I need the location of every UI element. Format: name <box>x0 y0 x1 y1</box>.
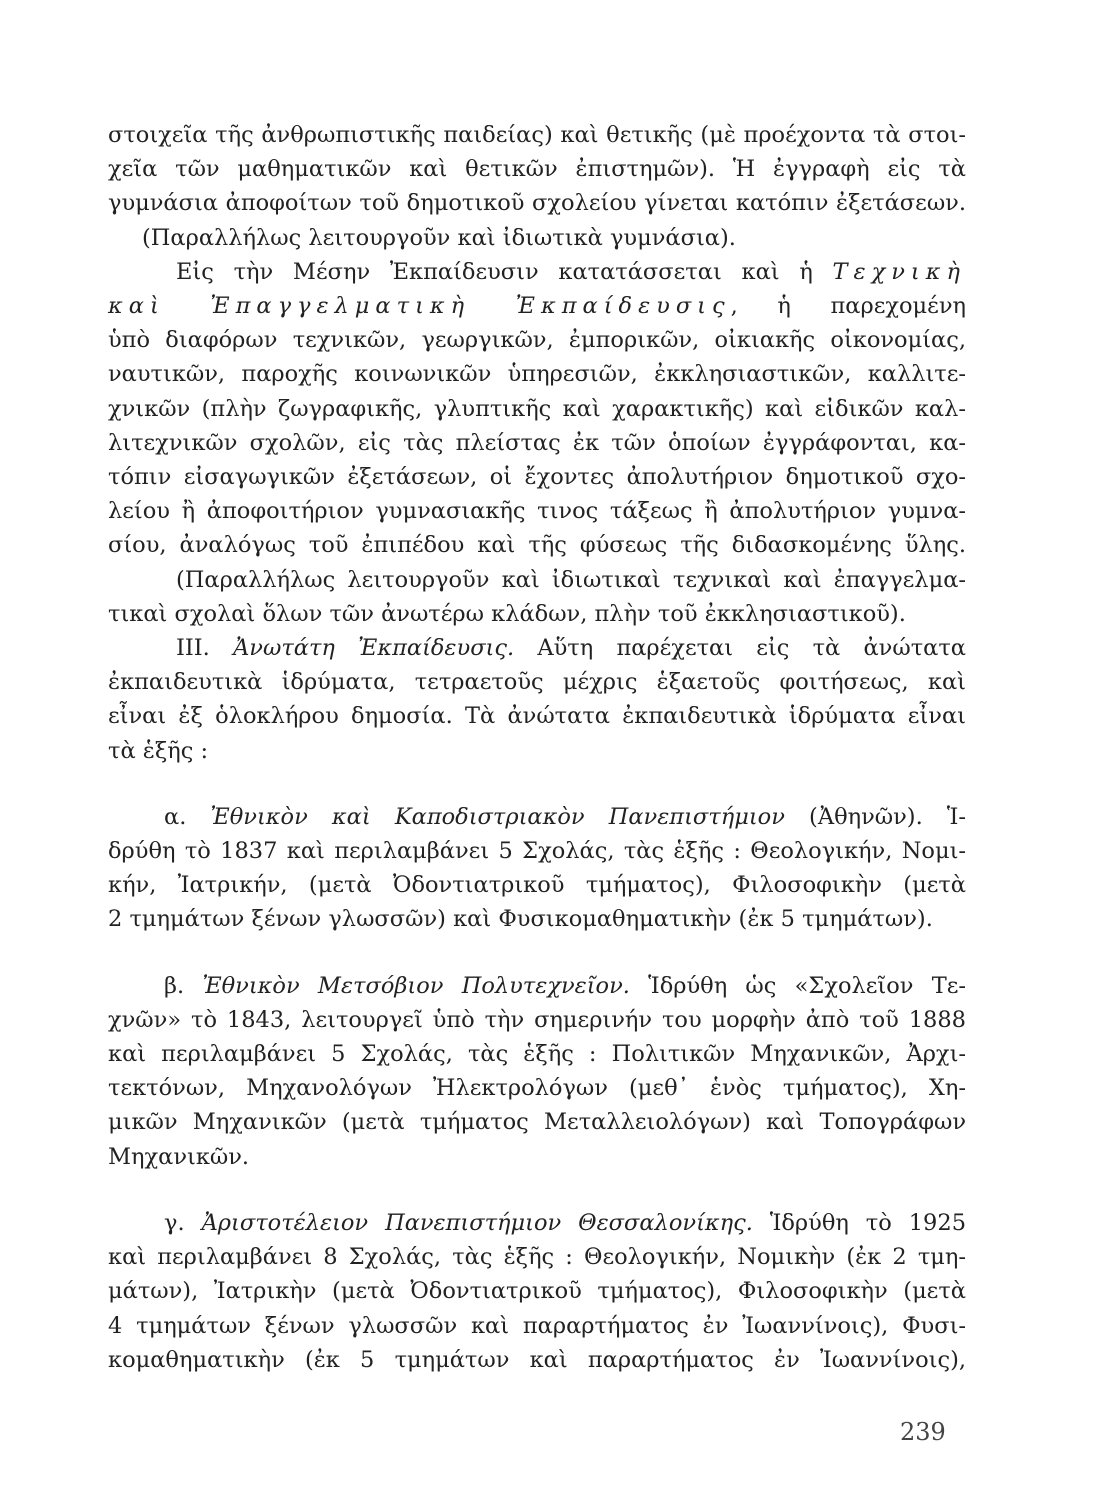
list-marker: α. <box>164 803 187 830</box>
text-line: καὶ περιλαμβάνει 8 Σχολάς, τὰς ἑξῆς : Θεολογικήν, Νομικὴν (ἐκ 2 τμη- <box>108 1244 966 1271</box>
text-line: στοιχεῖα τῆς ἀνθρωπιστικῆς παιδείας) καὶ θετικῆς (μὲ προέχοντα τὰ στοι- <box>108 122 966 148</box>
text-line: μικῶν Μηχανικῶν (μετὰ τμήματος Μεταλλειολόγων) καὶ Τοπογράφων <box>108 1109 966 1136</box>
text-line: δρύθη τὸ 1837 καὶ περιλαμβάνει 5 Σχολάς, τὰς ἑξῆς : Θεολογικήν, Νομι- <box>108 838 966 865</box>
paragraph-gap <box>108 937 966 969</box>
text-line: τεκτόνων, Μηχανολόγων Ἠλεκτρολόγων (μεθ᾽ ἑνὸς τμήματος), Χη- <box>108 1075 966 1102</box>
text-run: Ἱδρύθη ὡς «Σχολεῖον Τε- <box>648 972 966 999</box>
text-line: Μηχανικῶν. <box>108 1143 250 1170</box>
text-line <box>108 631 966 665</box>
text-line: κήν, Ἰατρικήν, (μετὰ Ὀδοντιατρικοῦ τμήματος), Φιλοσοφικὴν (μετὰ <box>108 872 966 899</box>
text-line: κομαθηματικὴν (ἐκ 5 τμημάτων καὶ παραρτήματος ἐν Ἰωαννίνοις), <box>108 1346 966 1373</box>
text-line: ἐκπαιδευτικὰ ἱδρύματα, τετραετοῦς μέχρις ἑξαετοῦς φοιτήσεως, καὶ <box>108 669 966 696</box>
text-line: (Παραλλήλως λειτουργοῦν καὶ ἰδιωτικαὶ τεχνικαὶ καὶ ἐπαγγελμα- <box>176 566 966 593</box>
text-line: εἶναι ἐξ ὁλοκλήρου δημοσία. Τὰ ἀνώτατα ἐκπαιδευτικὰ ἱδρύματα εἶναι <box>108 703 966 730</box>
text-line: ναυτικῶν, παροχῆς κοινωνικῶν ὑπηρεσιῶν, ἐκκλησιαστικῶν, καλλιτε- <box>108 361 966 388</box>
text-line <box>108 969 966 1003</box>
text-run: (Ἀθηνῶν). Ἱ- <box>809 803 967 830</box>
text-run: Εἰς τὴν Μέσην Ἐκπαίδευσιν κατατάσσεται καὶ ἡ <box>176 258 813 285</box>
list-marker: γ. <box>164 1209 185 1236</box>
text-run: , ἡ παρεχομένη <box>730 293 966 320</box>
page-number: 239 <box>900 1418 946 1446</box>
text-run: Αὕτη παρέχεται εἰς τὰ ἀνώτατα <box>537 635 966 662</box>
text-line: μάτων), Ἰατρικὴν (μετὰ Ὀδοντιατρικοῦ τμήματος), Φιλοσοφικὴν (μετὰ <box>108 1278 966 1305</box>
text-line: τικαὶ σχολαὶ ὅλων τῶν ἀνωτέρω κλάδων, πλὴν τοῦ ἐκκλησιαστικοῦ). <box>108 600 906 627</box>
text-run: Ἱδρύθη τὸ 1925 <box>769 1209 967 1236</box>
text-line <box>108 1206 966 1240</box>
institution-name: Ἐθνικὸν Μετσόβιον Πολυτεχνεῖον. <box>202 972 630 999</box>
paragraph-gap <box>108 1174 966 1206</box>
italic-term: Τεχνικὴ <box>832 258 966 285</box>
section-numeral: III. <box>176 635 210 662</box>
text-line: λείου ἢ ἀποφοιτήριον γυμνασιακῆς τινος τάξεως ἢ ἀπολυτήριον γυμνα- <box>108 498 966 525</box>
text-line: χνῶν» τὸ 1843, λειτουργεῖ ὑπὸ τὴν σημερινήν του μορφὴν ἀπὸ τοῦ 1888 <box>108 1006 966 1033</box>
page-body <box>108 118 966 1377</box>
text-line: καὶ περιλαμβάνει 5 Σχολάς, τὰς ἑξῆς : Πολιτικῶν Μηχανικῶν, Ἀρχι- <box>108 1041 966 1068</box>
text-line <box>108 255 966 289</box>
italic-term: καὶ Ἐπαγγελματικὴ Ἐκπαίδευσις <box>108 293 731 320</box>
text-line: 2 τμημάτων ξένων γλωσσῶν) καὶ Φυσικομαθηματικὴν (ἐκ 5 τμημάτων). <box>108 906 933 933</box>
text-line: τὰ ἑξῆς : <box>108 737 209 764</box>
text-line: ὑπὸ διαφόρων τεχνικῶν, γεωργικῶν, ἐμπορικῶν, οἰκιακῆς οἰκονομίας, <box>108 327 966 354</box>
list-marker: β. <box>164 972 185 999</box>
section-title: Ἀνωτάτη Ἐκπαίδευσις. <box>233 635 515 662</box>
paragraph-gap <box>108 768 966 800</box>
text-line: 4 τμημάτων ξένων γλωσσῶν καὶ παραρτήματος ἐν Ἰωαννίνοις), Φυσι- <box>108 1312 966 1339</box>
text-line: χεῖα τῶν μαθηματικῶν καὶ θετικῶν ἐπιστημῶν). Ἡ ἐγγραφὴ εἰς τὰ <box>108 156 966 183</box>
text-line: γυμνάσια ἀποφοίτων τοῦ δημοτικοῦ σχολείου γίνεται κατόπιν ἐξετάσεων. <box>108 190 966 217</box>
institution-name: Ἐθνικὸν καὶ Καποδιστριακὸν Πανεπιστήμιον <box>210 803 785 830</box>
text-line: λιτεχνικῶν σχολῶν, εἰς τὰς πλείστας ἐκ τῶν ὁποίων ἐγγράφονται, κα- <box>108 429 966 456</box>
text-line: τόπιν εἰσαγωγικῶν ἐξετάσεων, οἱ ἔχοντες ἀπολυτήριον δημοτικοῦ σχο- <box>108 464 966 491</box>
text-line: (Παραλλήλως λειτουργοῦν καὶ ἰδιωτικὰ γυμνάσια). <box>142 224 736 251</box>
text-line <box>108 800 966 834</box>
text-line <box>108 289 966 323</box>
text-line: χνικῶν (πλὴν ζωγραφικῆς, γλυπτικῆς καὶ χαρακτικῆς) καὶ εἰδικῶν καλ- <box>108 395 966 422</box>
text-line: σίου, ἀναλόγως τοῦ ἐπιπέδου καὶ τῆς φύσεως τῆς διδασκομένης ὕλης. <box>108 532 966 559</box>
institution-name: Ἀριστοτέλειον Πανεπιστήμιον Θεσσαλονίκης. <box>201 1209 753 1236</box>
